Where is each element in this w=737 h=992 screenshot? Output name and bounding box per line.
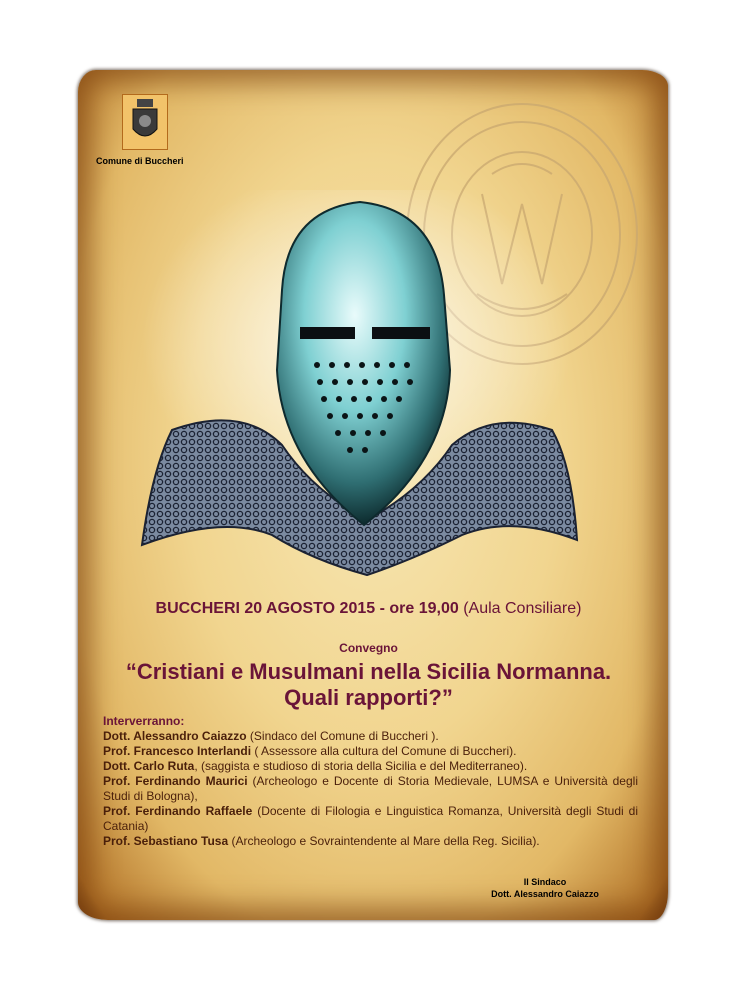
- municipal-crest: [122, 94, 168, 150]
- speaker-name: Dott. Alessandro Caiazzo: [103, 729, 247, 743]
- speakers-heading: Interverranno:: [103, 714, 185, 728]
- signature-block: [470, 876, 620, 900]
- signature-name: Dott. Alessandro Caiazzo: [491, 889, 599, 899]
- speaker-role: ( Assessore alla cultura del Comune di Buccheri).: [251, 744, 517, 758]
- comune-label: Comune di Buccheri: [96, 156, 184, 166]
- event-place-date-time: BUCCHERI 20 AGOSTO 2015 - ore 19,00: [155, 600, 459, 617]
- helmet-illustration: [132, 190, 592, 585]
- speaker-name: Prof. Sebastiano Tusa: [103, 834, 229, 848]
- speaker-role: (Docente di Filologia e Linguistica Romanza, Università degli Studi di Catania): [103, 804, 638, 833]
- speaker-item: [103, 744, 638, 759]
- event-type: Convegno: [339, 641, 398, 655]
- event-title: [80, 659, 657, 711]
- speakers-list: [103, 714, 638, 849]
- speaker-name: Prof. Francesco Interlandi: [103, 744, 252, 758]
- speaker-name: Dott. Carlo Ruta: [103, 759, 195, 773]
- speaker-item: [103, 729, 638, 744]
- speaker-item: [103, 834, 638, 849]
- event-title-line-2: Quali rapporti?”: [284, 685, 453, 710]
- signature-title: Il Sindaco: [523, 877, 567, 887]
- speaker-name: Prof. Ferdinando Raffaele: [103, 804, 253, 818]
- speaker-item: [103, 759, 638, 774]
- speaker-role: , (saggista e studioso di storia della Sicilia e del Mediterraneo).: [194, 759, 528, 773]
- speaker-role: (Sindaco del Comune di Buccheri ).: [246, 729, 439, 743]
- speaker-role: (Archeologo e Sovraintendente al Mare della Reg. Sicilia).: [228, 834, 540, 848]
- event-venue: (Aula Consiliare): [463, 600, 582, 617]
- event-date-line: [0, 600, 737, 618]
- speaker-item: [103, 804, 638, 834]
- speaker-item: [103, 774, 638, 804]
- speaker-role: (Archeologo e Docente di Storia Medievale, LUMSA e Università degli Studi di Bologna),: [103, 774, 638, 803]
- event-title-line-1: “Cristiani e Musulmani nella Sicilia Normanna.: [125, 659, 612, 684]
- speaker-name: Prof. Ferdinando Maurici: [103, 774, 248, 788]
